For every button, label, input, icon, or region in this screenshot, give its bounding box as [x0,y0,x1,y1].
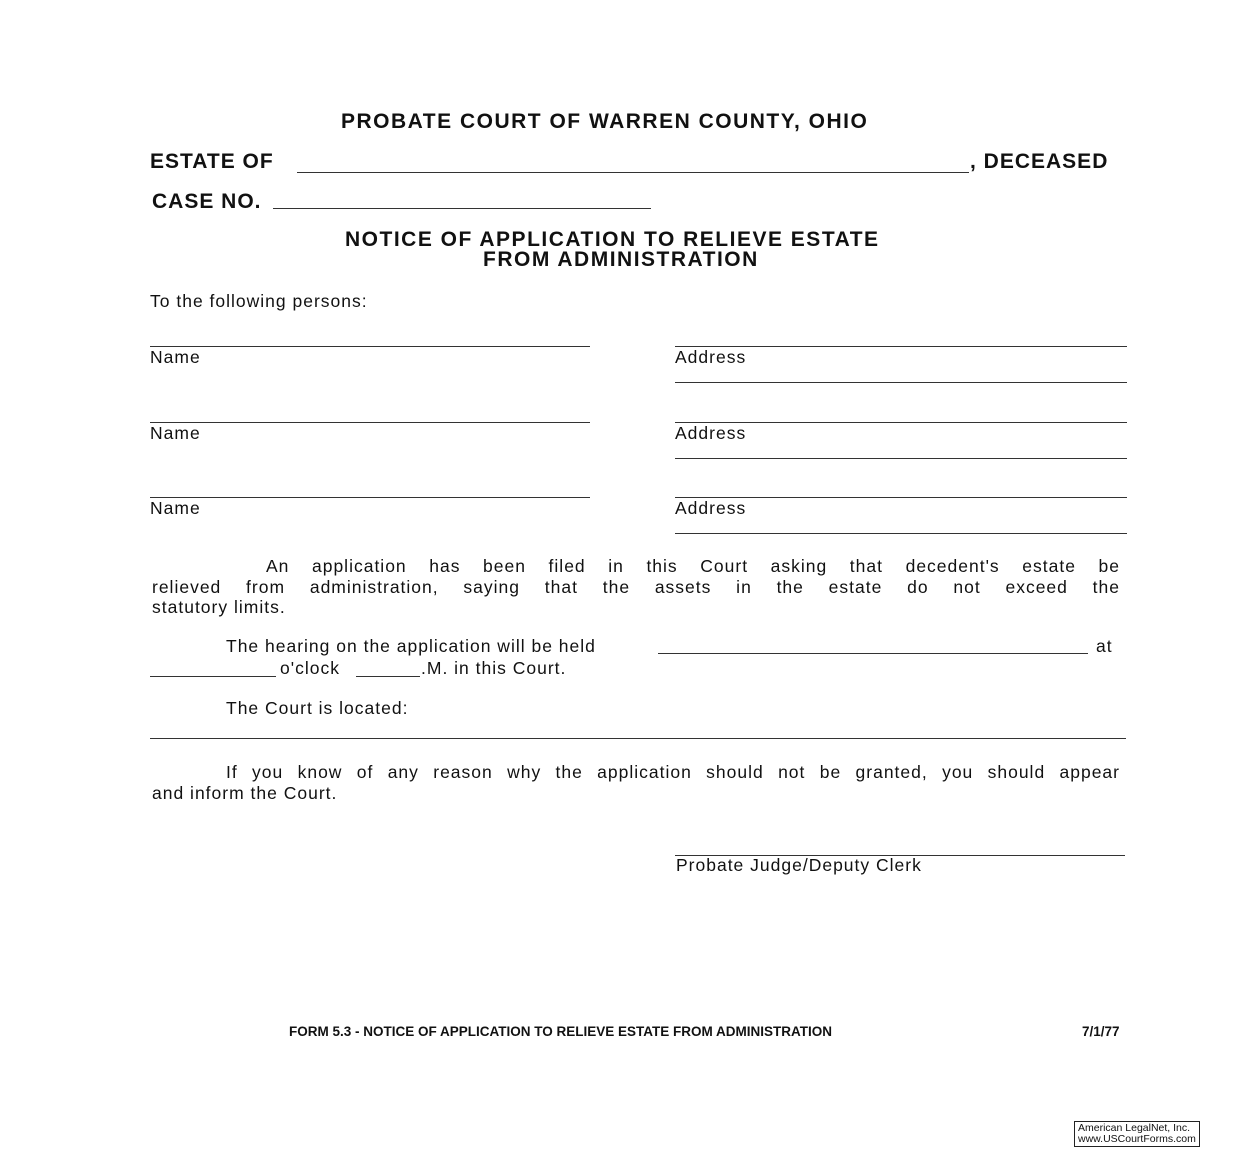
to-persons-label: To the following persons: [150,291,368,311]
recipient-name-field[interactable] [150,497,590,498]
estate-of-label: ESTATE OF [150,150,274,173]
hearing-text: The hearing on the application will be held [226,636,596,656]
address-label: Address [675,498,747,518]
address-label: Address [675,347,747,367]
oclock-label: o'clock [280,658,340,678]
court-title: PROBATE COURT OF WARREN COUNTY, OHIO [341,110,869,133]
hearing-date-field[interactable] [658,653,1088,654]
deceased-label: , DECEASED [970,150,1109,173]
hearing-time-field[interactable] [150,676,276,677]
in-this-court-label: .M. in this Court. [421,658,567,678]
name-label: Name [150,498,201,518]
recipient-name-field[interactable] [150,422,590,423]
hearing-at-label: at [1096,636,1113,656]
objection-paragraph-line2: and inform the Court. [152,783,338,803]
case-no-label: CASE NO. [152,190,262,213]
recipient-address-field-2[interactable] [675,458,1127,459]
footer-form-title: FORM 5.3 - NOTICE OF APPLICATION TO RELIEVE ESTATE FROM ADMINISTRATION [289,1024,833,1039]
objection-paragraph-line1: If you know of any reason why the application should not be granted, you should appear [226,762,1120,782]
address-label: Address [675,423,747,443]
estate-name-field[interactable] [297,172,969,173]
court-located-label: The Court is located: [226,698,409,718]
stamp-line2: www.USCourtForms.com [1078,1133,1196,1145]
recipient-address-field-2[interactable] [675,382,1127,383]
application-paragraph-line2: relieved from administration, saying that the assets in the estate do not exceed the [152,577,1120,597]
recipient-address-field-2[interactable] [675,533,1127,534]
application-paragraph-line1: An application has been filed in this Court asking that decedent's estate be [266,556,1120,576]
recipient-name-field[interactable] [150,346,590,347]
name-label: Name [150,423,201,443]
name-label: Name [150,347,201,367]
publisher-stamp [1074,1121,1200,1147]
application-paragraph-line3: statutory limits. [152,597,286,617]
court-location-field[interactable] [150,738,1126,739]
case-no-field[interactable] [273,208,651,209]
notice-title-line2: FROM ADMINISTRATION [483,248,759,271]
notice-title-line1: NOTICE OF APPLICATION TO RELIEVE ESTATE [345,228,880,251]
footer-form-date: 7/1/77 [1082,1024,1120,1039]
hearing-ampm-field[interactable] [356,676,420,677]
stamp-line1: American LegalNet, Inc. [1078,1122,1191,1134]
signature-label: Probate Judge/Deputy Clerk [676,855,922,875]
